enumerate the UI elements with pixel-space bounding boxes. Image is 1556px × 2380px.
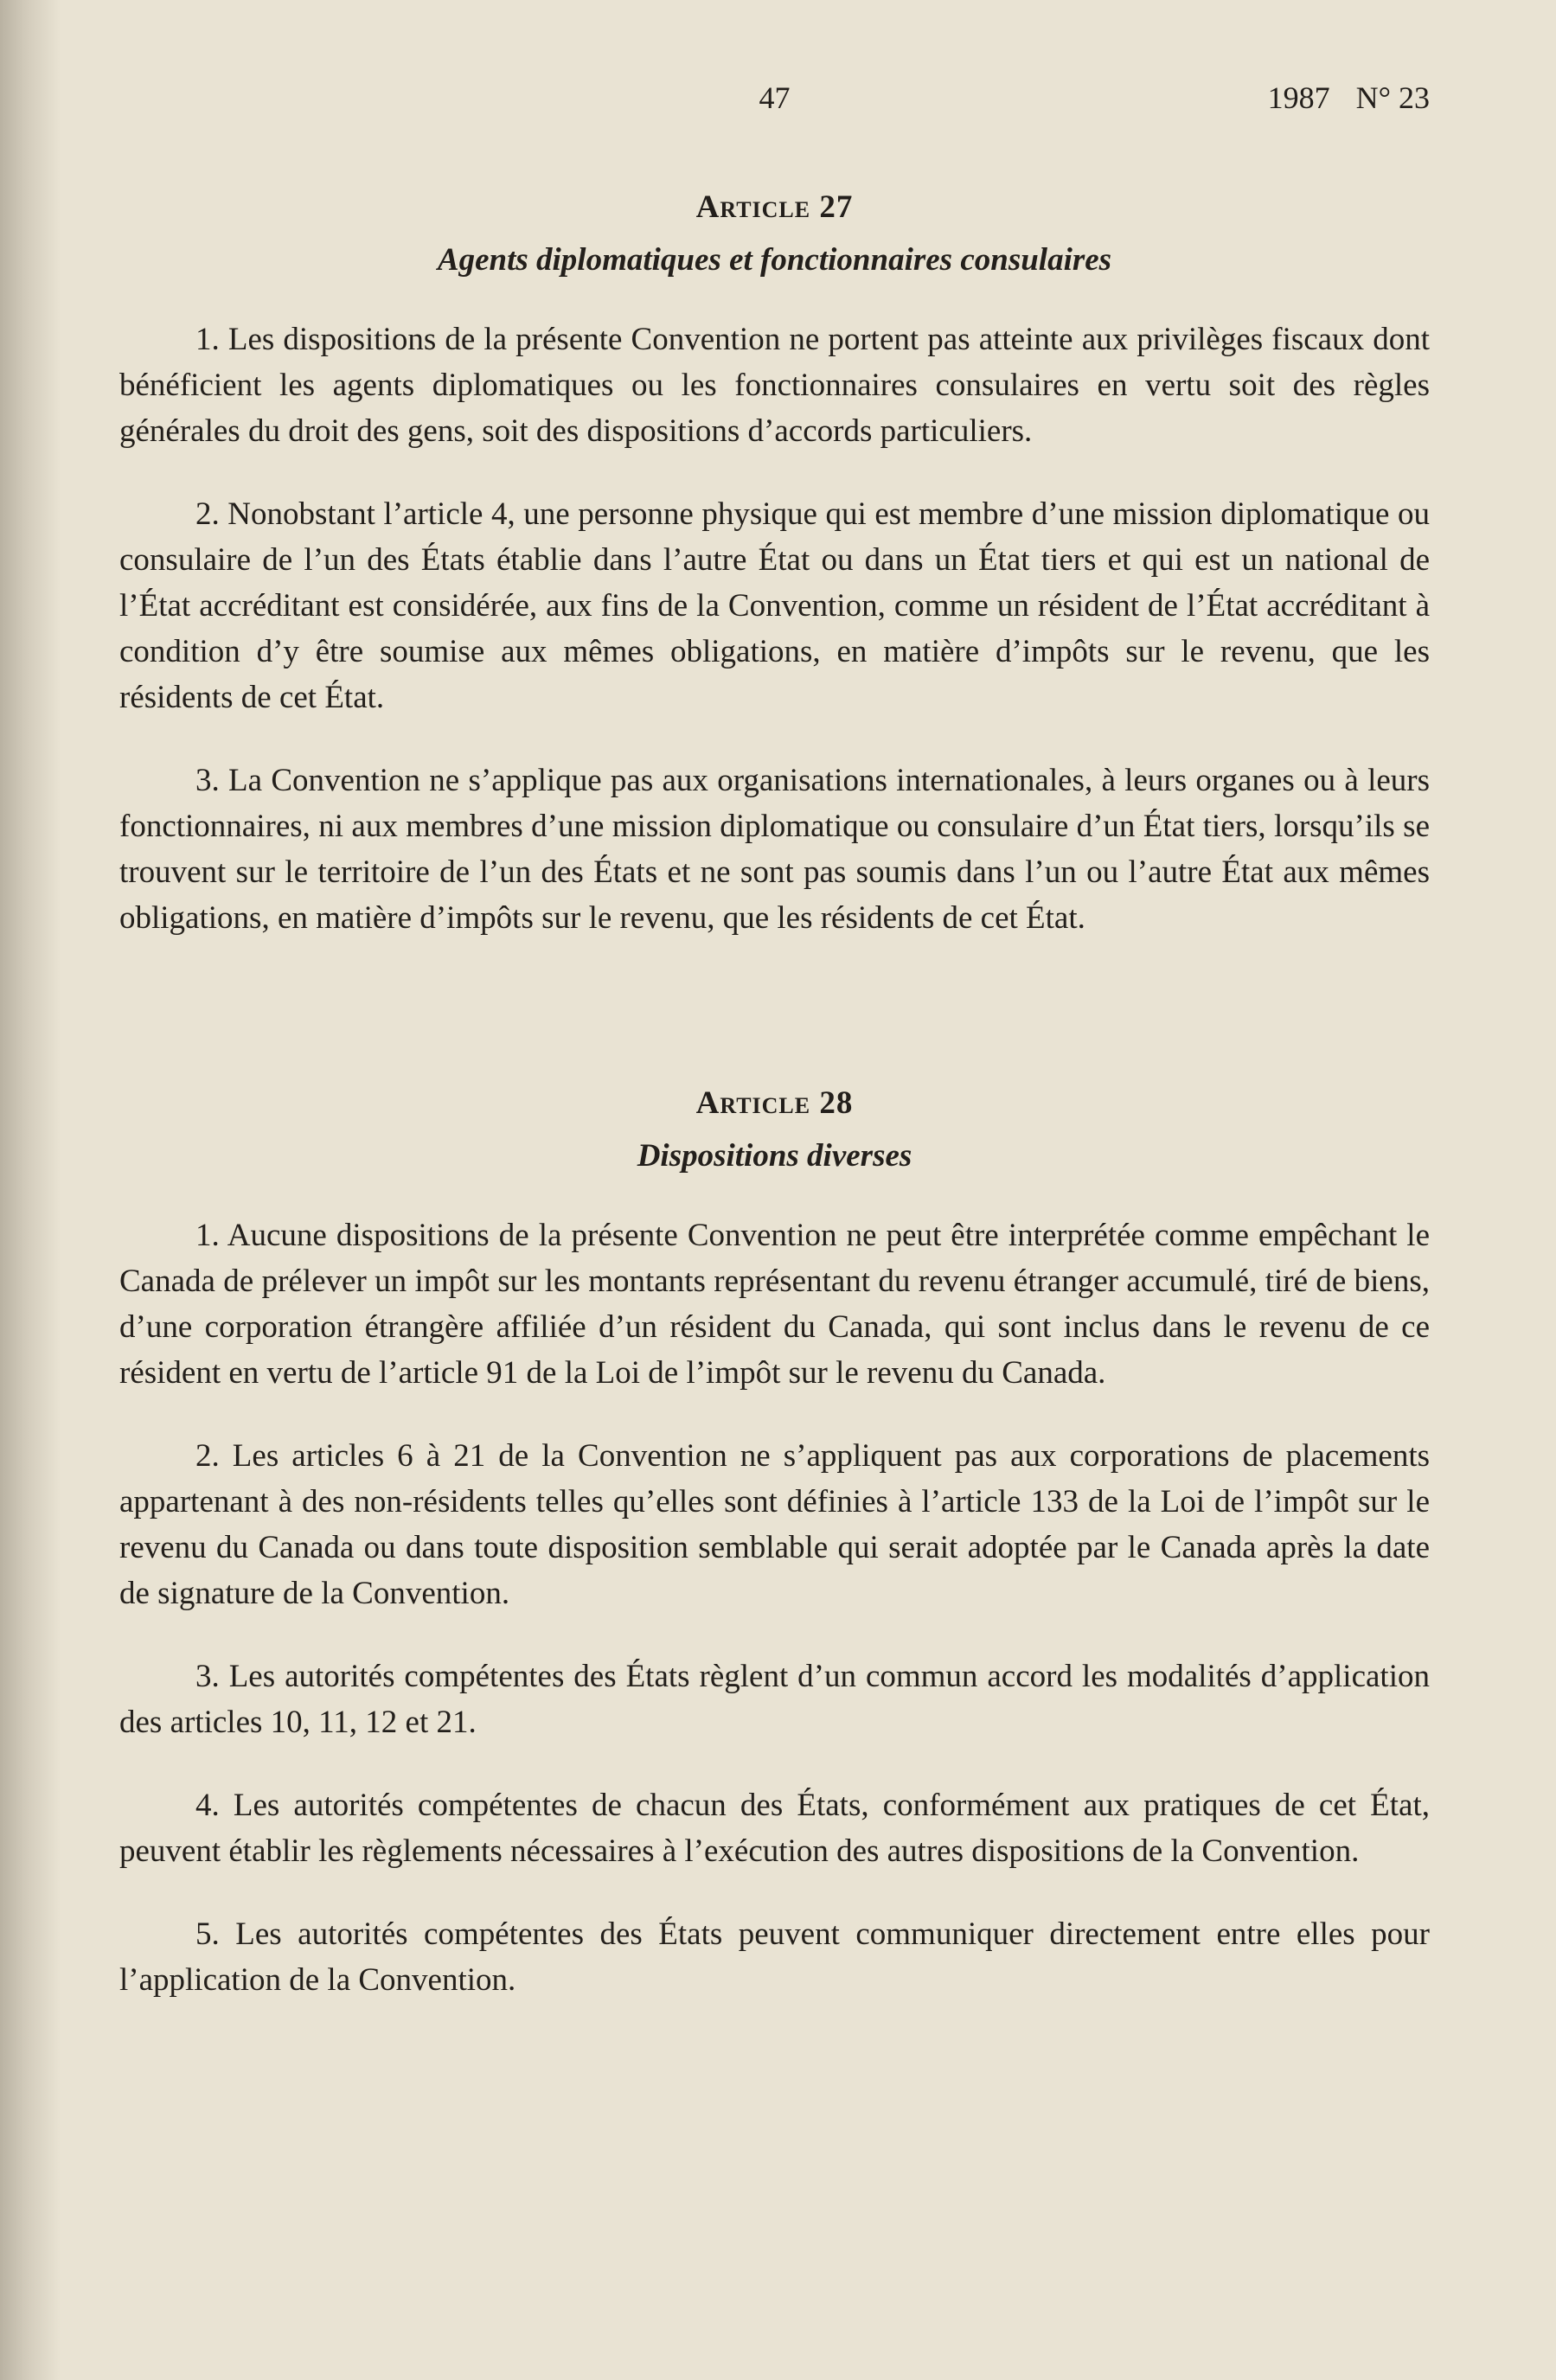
article-27-section — [119, 185, 1430, 941]
article-27-paragraph-1: 1. Les dispositions de la présente Convention ne portent pas atteinte aux privilèges fiscaux dont bénéficient les agents diplomatiques ou les fonctionnaires consulaires en vertu soit des règles générales du droit des gens, soit des dispositions d’accords particuliers. — [119, 322, 1430, 449]
article-28-paragraph-1: 1. Aucune dispositions de la présente Convention ne peut être interprétée comme empêchant le Canada de prélever un impôt sur les montants représentant du revenu étranger accumulé, tiré de biens, d’une corporation étrangère affiliée d’un résident du Canada, qui sont inclus dans le revenu de ce résident en vertu de l’article 91 de la Loi de l’impôt sur le revenu du Canada. — [119, 1218, 1430, 1391]
book-gutter-shadow — [0, 0, 61, 2380]
article-28-paragraph-2: 2. Les articles 6 à 21 de la Convention ne s’appliquent pas aux corporations de placements appartenant à des non-résidents telles qu’elles sont définies à l’article 133 de la Loi de l’impôt sur le revenu du Canada ou dans toute disposition semblable qui serait adoptée par le Canada après la date de signature de la Convention. — [119, 1438, 1430, 1611]
page-number: 47 — [759, 80, 791, 115]
article-27-paragraph-3: 3. La Convention ne s’applique pas aux organisations internationales, à leurs organes ou à leurs fonctionnaires, ni aux membres d’une mission diplomatique ou consulaire d’un État tiers, lorsqu’ils se trouvent sur le territoire de l’un des États et ne sont pas soumis dans l’un ou l’autre État aux mêmes obligations, en matière d’impôts sur le revenu, que les résidents de cet État. — [119, 763, 1430, 936]
article-28-paragraph-5: 5. Les autorités compétentes des États peuvent communiquer directement entre elles pour l’application de la Convention. — [119, 1916, 1430, 1998]
article-28-paragraph-3: 3. Les autorités compétentes des États règlent d’un commun accord les modalités d’application des articles 10, 11, 12 et 21. — [119, 1659, 1430, 1740]
article-28-section — [119, 1081, 1430, 2003]
article-27-subtitle: Agents diplomatiques et fonctionnaires consulaires — [437, 242, 1112, 278]
header-year-issue — [1242, 80, 1430, 116]
running-header — [119, 80, 1430, 123]
article-27-paragraph-2: 2. Nonobstant l’article 4, une personne physique qui est membre d’une mission diplomatique ou consulaire de l’un des États établie dans l’autre État ou dans un État tiers et qui est un national de l’État accréditant est considérée, aux fins de la Convention, comme un résident de l’État accréditant à condition d’y être soumise aux mêmes obligations, en matière d’impôts sur le revenu, que les résidents de cet État. — [119, 496, 1430, 715]
article-28-paragraph-4: 4. Les autorités compétentes de chacun des États, conformément aux pratiques de cet État, peuvent établir les règlements nécessaires à l’exécution des autres dispositions de la Convention. — [119, 1788, 1430, 1869]
article-28-subtitle: Dispositions diverses — [637, 1138, 912, 1174]
article-28-heading: Article 28 — [695, 1085, 854, 1121]
header-issue: N° 23 — [1355, 80, 1430, 115]
document-page — [119, 0, 1430, 2380]
article-27-heading: Article 27 — [695, 189, 854, 225]
header-year: 1987 — [1267, 80, 1330, 115]
